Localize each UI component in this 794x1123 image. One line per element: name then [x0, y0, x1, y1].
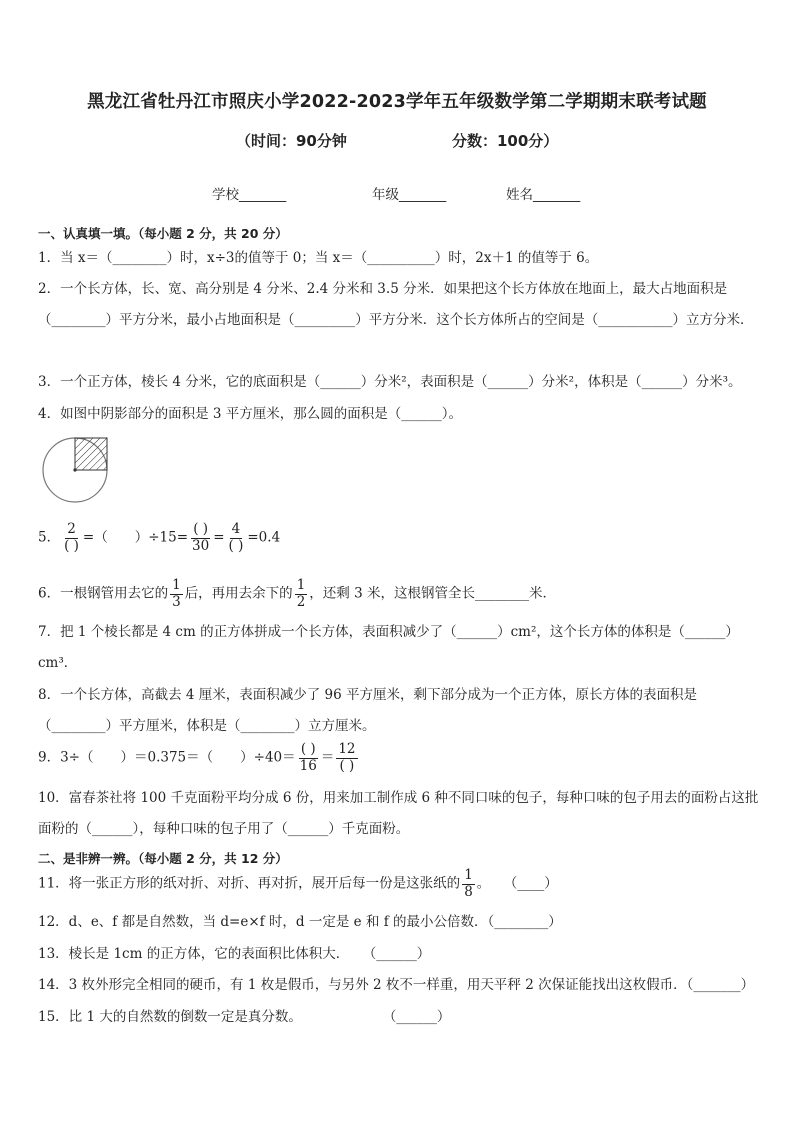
q9-fraction-1	[298, 742, 319, 774]
question-13: 13．棱长是 1cm 的正方体，它的表面积比体积大． （______）	[38, 946, 431, 962]
q11-f-den: 8	[464, 883, 473, 900]
q6-f2-num: 1	[296, 577, 306, 593]
q5-f1-num: 2	[67, 521, 76, 537]
q6-text-b: 后，再用去余下的	[184, 585, 293, 602]
name-field[interactable]: 姓名_______	[506, 187, 581, 203]
q5-mid: =（ ）÷15=	[82, 529, 189, 546]
q5-suffix: =0.4	[247, 529, 281, 546]
q5-f3-num: 4	[231, 521, 241, 537]
circle-with-hatched-square-icon	[40, 434, 112, 506]
section-2-heading: 二、是非辨一辨。（每小题 2 分，共 12 分）	[38, 851, 288, 866]
question-15: 15．比 1 大的自然数的倒数一定是真分数。 （______）	[38, 1009, 451, 1025]
q9-fraction-2	[336, 742, 357, 774]
q11-fraction	[462, 868, 475, 900]
question-11	[38, 868, 558, 900]
question-14: 14．3 枚外形完全相同的硬币，有 1 枚是假币，与另外 2 枚不一样重，用天平秤 2 次保证能找出这枚假币．（_______）	[38, 977, 755, 993]
q11-f-num: 1	[464, 867, 473, 883]
q5-eq: =	[213, 529, 225, 546]
question-2: 2．一个长方体，长、宽、高分别是 4 分米、2.4 分米和 3.5 分米．如果把这个长方体放在地面上，最大占地面积是（________）平方分米，最小占地面积是（_________）平方分米．这个长方体所占的空间是（___________）立方分米．	[38, 281, 754, 328]
page-title: 黑龙江省牡丹江市照庆小学2022-2023学年五年级数学第二学期期末联考试题	[87, 92, 707, 112]
q9-eq: ＝	[320, 749, 335, 766]
q6-text-c: ，还剩 3 米，这根钢管全长________米．	[309, 585, 556, 602]
q9-f2-num: 12	[338, 741, 356, 757]
q9-f1-den: 16	[299, 757, 317, 774]
time-label: （时间：90分钟	[236, 132, 347, 150]
question-1: 1．当 x＝（________）时，x÷3的值等于 0；当 x＝（__________）时，2x＋1 的值等于 6。	[38, 250, 599, 266]
q6-f1-den: 3	[172, 593, 181, 610]
q11-text-b: 。 （____）	[476, 875, 558, 892]
score-label: 分数：100分）	[452, 132, 559, 150]
q6-fraction-1	[170, 578, 183, 610]
q5-fraction-2	[190, 522, 211, 554]
question-3: 3．一个正方体，棱长 4 分米，它的底面积是（______）分米²，表面积是（______）分米²，体积是（______）分米³。	[38, 374, 742, 390]
grade-field[interactable]: 年级_______	[372, 187, 447, 203]
q6-text-a: 6．一根钢管用去它的	[38, 585, 169, 602]
q5-f2-num: ( )	[193, 521, 209, 537]
q5-f3-den: ( )	[228, 537, 244, 554]
question-4: 4．如图中阴影部分的面积是 3 平方厘米，那么圆的面积是（______）。	[38, 406, 463, 422]
question-10: 10．富春茶社将 100 千克面粉平均分成 6 份，用来加工制作成 6 种不同口味的包子，每种口味的包子用去的面粉占这批面粉的（______），每种口味的包子用了（______）千克面粉。	[38, 790, 759, 837]
section-1-heading: 一、认真填一填。（每小题 2 分，共 20 分）	[38, 226, 288, 241]
q11-text-a: 11．将一张正方形的纸对折、对折、再对折，展开后每一份是这张纸的	[38, 875, 461, 892]
question-9	[38, 742, 360, 774]
q9-prefix: 9．3÷（ ）＝0.375＝（ ）÷40＝	[38, 749, 296, 766]
q9-f1-num: ( )	[300, 741, 316, 757]
question-5	[38, 522, 280, 554]
q5-fraction-1	[62, 522, 81, 554]
q6-f2-den: 2	[296, 593, 306, 610]
question-8: 8．一个长方体，高截去 4 厘米，表面积减少了 96 平方厘米，剩下部分成为一个正方体，原长方体的表面积是（________）平方厘米，体积是（________）立方厘米。	[38, 687, 698, 734]
q5-fraction-3	[227, 522, 246, 554]
q5-prefix: 5．	[38, 529, 61, 546]
q5-f1-den: ( )	[64, 537, 79, 554]
q6-fraction-2	[295, 578, 308, 610]
question-7: 7．把 1 个棱长都是 4 cm 的正方体拼成一个长方体，表面积减少了（______）cm²，这个长方体的体积是（______）cm³．	[38, 624, 739, 671]
q9-f2-den: ( )	[339, 757, 355, 774]
q5-f2-den: 30	[192, 537, 210, 554]
school-field[interactable]: 学校_______	[212, 187, 287, 203]
question-6	[38, 578, 556, 610]
question-12: 12．d、e、f 都是自然数，当 d=e×f 时，d 一定是 e 和 f 的最小公倍数．（________）	[38, 914, 562, 930]
q6-f1-num: 1	[172, 577, 181, 593]
